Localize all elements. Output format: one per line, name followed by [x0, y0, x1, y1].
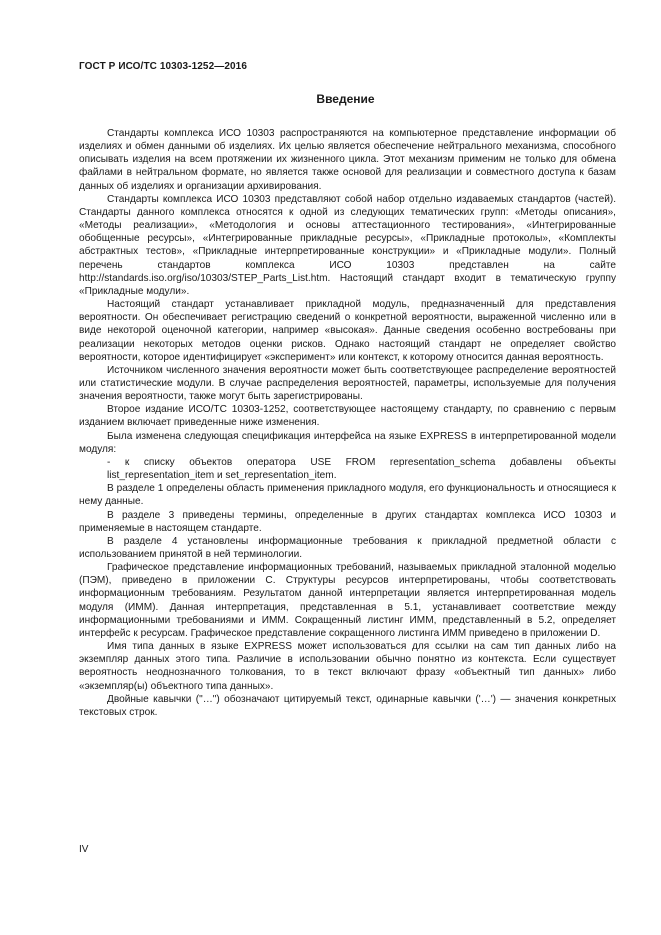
list-item-use-from: - к списку объектов оператора USE FROM representation_schema добавлены объекты list_representation_item и set_representation_item.	[107, 456, 616, 482]
paragraph-quotation-marks: Двойные кавычки ("…") обозначают цитируемый текст, одинарные кавычки ('…') — значения конкретных текстовых строк.	[79, 693, 616, 718]
paragraph-second-edition: Второе издание ИСО/ТС 10303-1252, соответствующее настоящему стандарту, по сравнению с первым изданием включает приведенные ниже изменения.	[79, 404, 616, 429]
paragraph-section-1: В разделе 1 определены область применения прикладного модуля, его функциональность и относящиеся к нему данные.	[79, 483, 616, 508]
page-number: IV	[79, 844, 89, 855]
paragraph-section-3: В разделе 3 приведены термины, определенные в других стандартах комплекса ИСО 10303 и применяемые в настоящем стандарте.	[79, 509, 616, 534]
section-title: Введение	[316, 92, 375, 106]
paragraph-graphical-representation: Графическое представление информационных требований, называемых прикладной эталонной моделью (ПЭМ), приведено в приложении С. Структуры ресурсов интерпретированы, чтобы соответствовать информационным требованиям. Результатом данной интерпретации является интерпретированная модель модуля (ИММ). Данная интерпретация, представленная в 5.1, устанавливает соответствие между информационными требованиями и ИММ. Сокращенный листинг ИММ, представленный в 5.2, определяет интерфейс к ресурсам. Графическое представление сокращенного листинга ИММ приведено в приложении D.	[79, 562, 616, 639]
paragraph-iso-scope: Стандарты комплекса ИСО 10303 распространяются на компьютерное представление информации об изделиях и обмен данными об изделиях. Их целью является обеспечение нейтрального механизма, способного описывать изделия на всем протяжении их жизненного цикла. Этот механизм применим не только для обмена файлами в нейтральном формате, но является также основой для реализации и совместного доступа к базам данных об изделиях и организации архивирования.	[79, 128, 616, 192]
paragraph-express-type-names: Имя типа данных в языке EXPRESS может использоваться для ссылки на сам тип данных либо на экземпляр данных этого типа. Различие в использовании обычно понятно из контекста. Если существует вероятность неоднозначного толкования, то в текст включают фразу «объектный тип данных» либо «экземпляр(ы) объектного типа данных».	[79, 641, 616, 692]
document-header: ГОСТ Р ИСО/ТС 10303-1252—2016	[79, 61, 247, 72]
paragraph-module-purpose: Настоящий стандарт устанавливает прикладной модуль, предназначенный для представления вероятности. Он обеспечивает регистрацию сведений о конкретной вероятности, выраженной численно или в виде некоторой оценочной категории, например «высокая». Данные сведения особенно востребованы при реализации некоторых методов оценки рисков. Однако настоящий стандарт не определяет свойство вероятности, которое идентифицирует «эксперимент» или контекст, к которому относится данная вероятность.	[79, 299, 616, 363]
paragraph-interface-change: Была изменена следующая спецификация интерфейса на языке EXPRESS в интерпретированной модели модуля:	[79, 430, 616, 455]
paragraph-value-source: Источником численного значения вероятности может быть соответствующее распределение вероятностей или статистические модули. В случае распределения вероятностей, параметры, используемые для получения значения вероятности, также могут быть зарегистрированы.	[79, 364, 616, 403]
paragraph-parts-list: Стандарты комплекса ИСО 10303 представляют собой набор отдельно издаваемых стандартов (частей). Стандарты данного комплекса относятся к одной из следующих тематических групп: «Методы описания», «Методы реализации», «Методология и основы аттестационного тестирования», «Интегрированные обобщенные ресурсы», «Интегрированные прикладные ресурсы», «Прикладные протоколы», «Комплекты абстрактных тестов», «Прикладные интерпретированные конструкции» и «Прикладные модули». Полный перечень стандартов комплекса ИСО 10303 представлен на сайте http://standards.iso.org/iso/10303/STEP_Parts_List.htm. Настоящий стандарт входит в тематическую группу «Прикладные модули».	[79, 193, 616, 297]
paragraph-section-4: В разделе 4 установлены информационные требования к прикладной предметной области с использованием принятой в ней терминологии.	[79, 535, 616, 560]
body-text	[79, 127, 616, 719]
